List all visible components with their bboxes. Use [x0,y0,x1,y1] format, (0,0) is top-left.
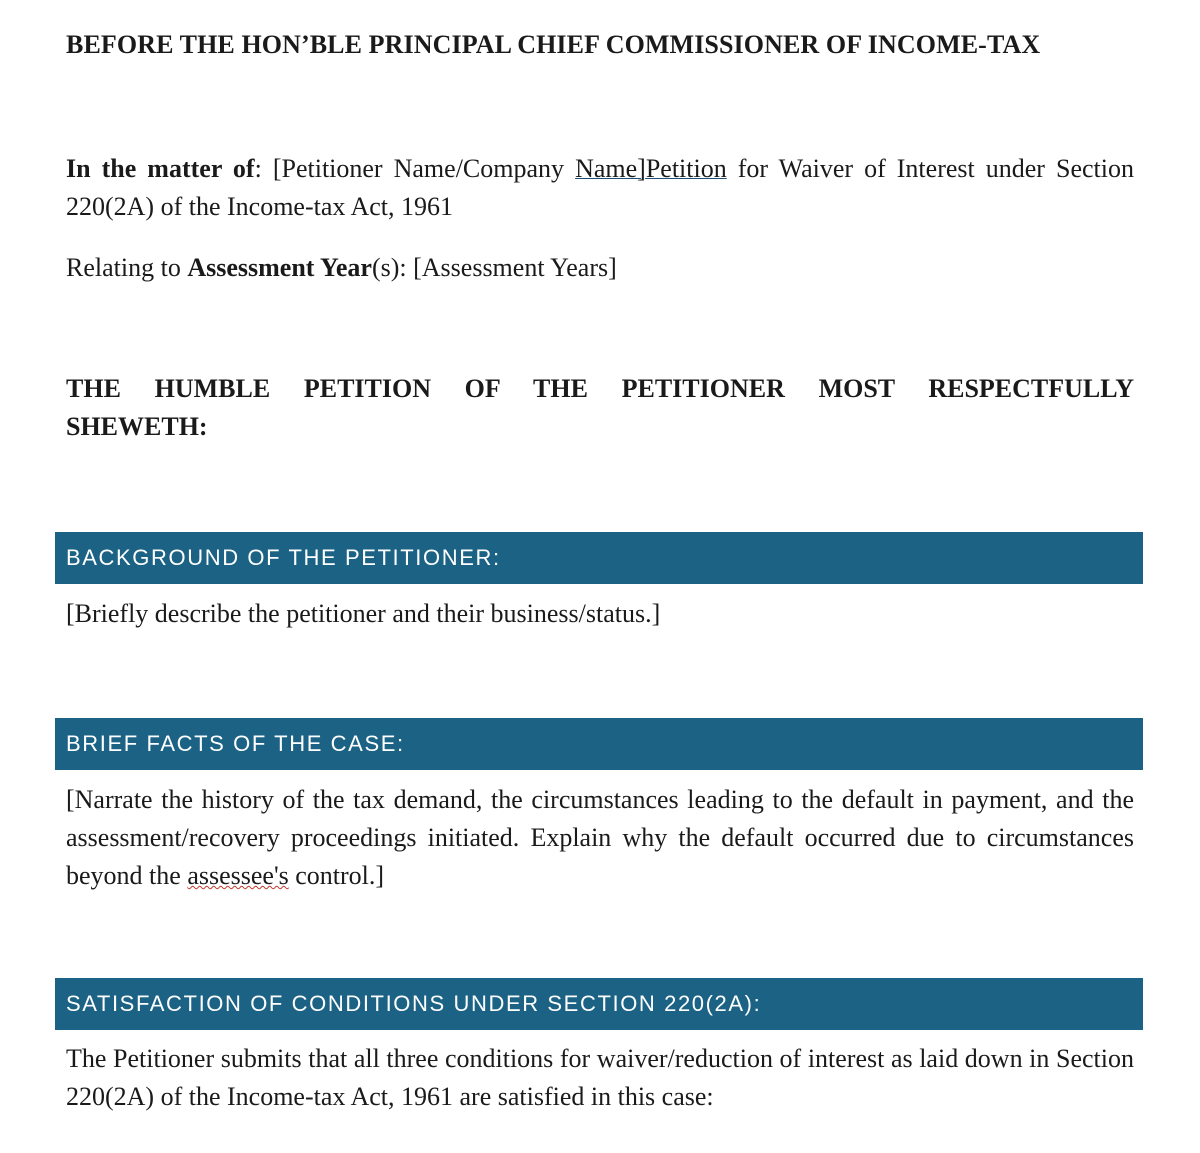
section-body-background: [Briefly describe the petitioner and their business/status.] [66,599,661,628]
section-heading-satisfaction: SATISFACTION OF CONDITIONS UNDER SECTION 220(2A): [55,978,1143,1030]
matter-label: In the matter of [66,154,255,183]
brief-facts-text-start: [Narrate the history of the tax demand, the circumstances leading to the default in payment, and the assessment/recovery proceedings initiated. Explain why the default occurred due to circumstances beyond the [66,785,1134,890]
matter-paragraph [66,150,1134,226]
assessment-year-paragraph [66,249,1134,287]
section-body-satisfaction: The Petitioner submits that all three conditions for waiver/reduction of interest as laid down in Section 220(2A) of the Income-tax Act, 1961 are satisfied in this case: [66,1044,1134,1111]
section-heading-background: BACKGROUND OF THE PETITIONER: [55,532,1143,584]
matter-text-start: : [Petitioner Name/Company [254,154,576,183]
assessment-label: Assessment Year [187,253,372,282]
section-body-brief-facts [66,781,1134,895]
assessment-suffix: (s): [Assessment Years] [371,253,617,282]
matter-link-name[interactable]: Name] [575,154,646,183]
spellcheck-flagged-word[interactable]: assessee's [187,861,289,890]
matter-text-rest: for Waiver of Interest under Section 220(2A) of the Income-tax Act, 1961 [66,154,1134,221]
section-heading-brief-facts: BRIEF FACTS OF THE CASE: [55,718,1143,770]
brief-facts-text-end: control.] [288,861,385,890]
matter-link-petition[interactable]: Petition [645,154,727,183]
document-title: BEFORE THE HON’BLE PRINCIPAL CHIEF COMMISSIONER OF INCOME-TAX [66,30,1041,59]
assessment-prefix: Relating to [66,253,188,282]
humble-petition-heading: THE HUMBLE PETITION OF THE PETITIONER MOST RESPECTFULLY SHEWETH: [66,374,1134,441]
